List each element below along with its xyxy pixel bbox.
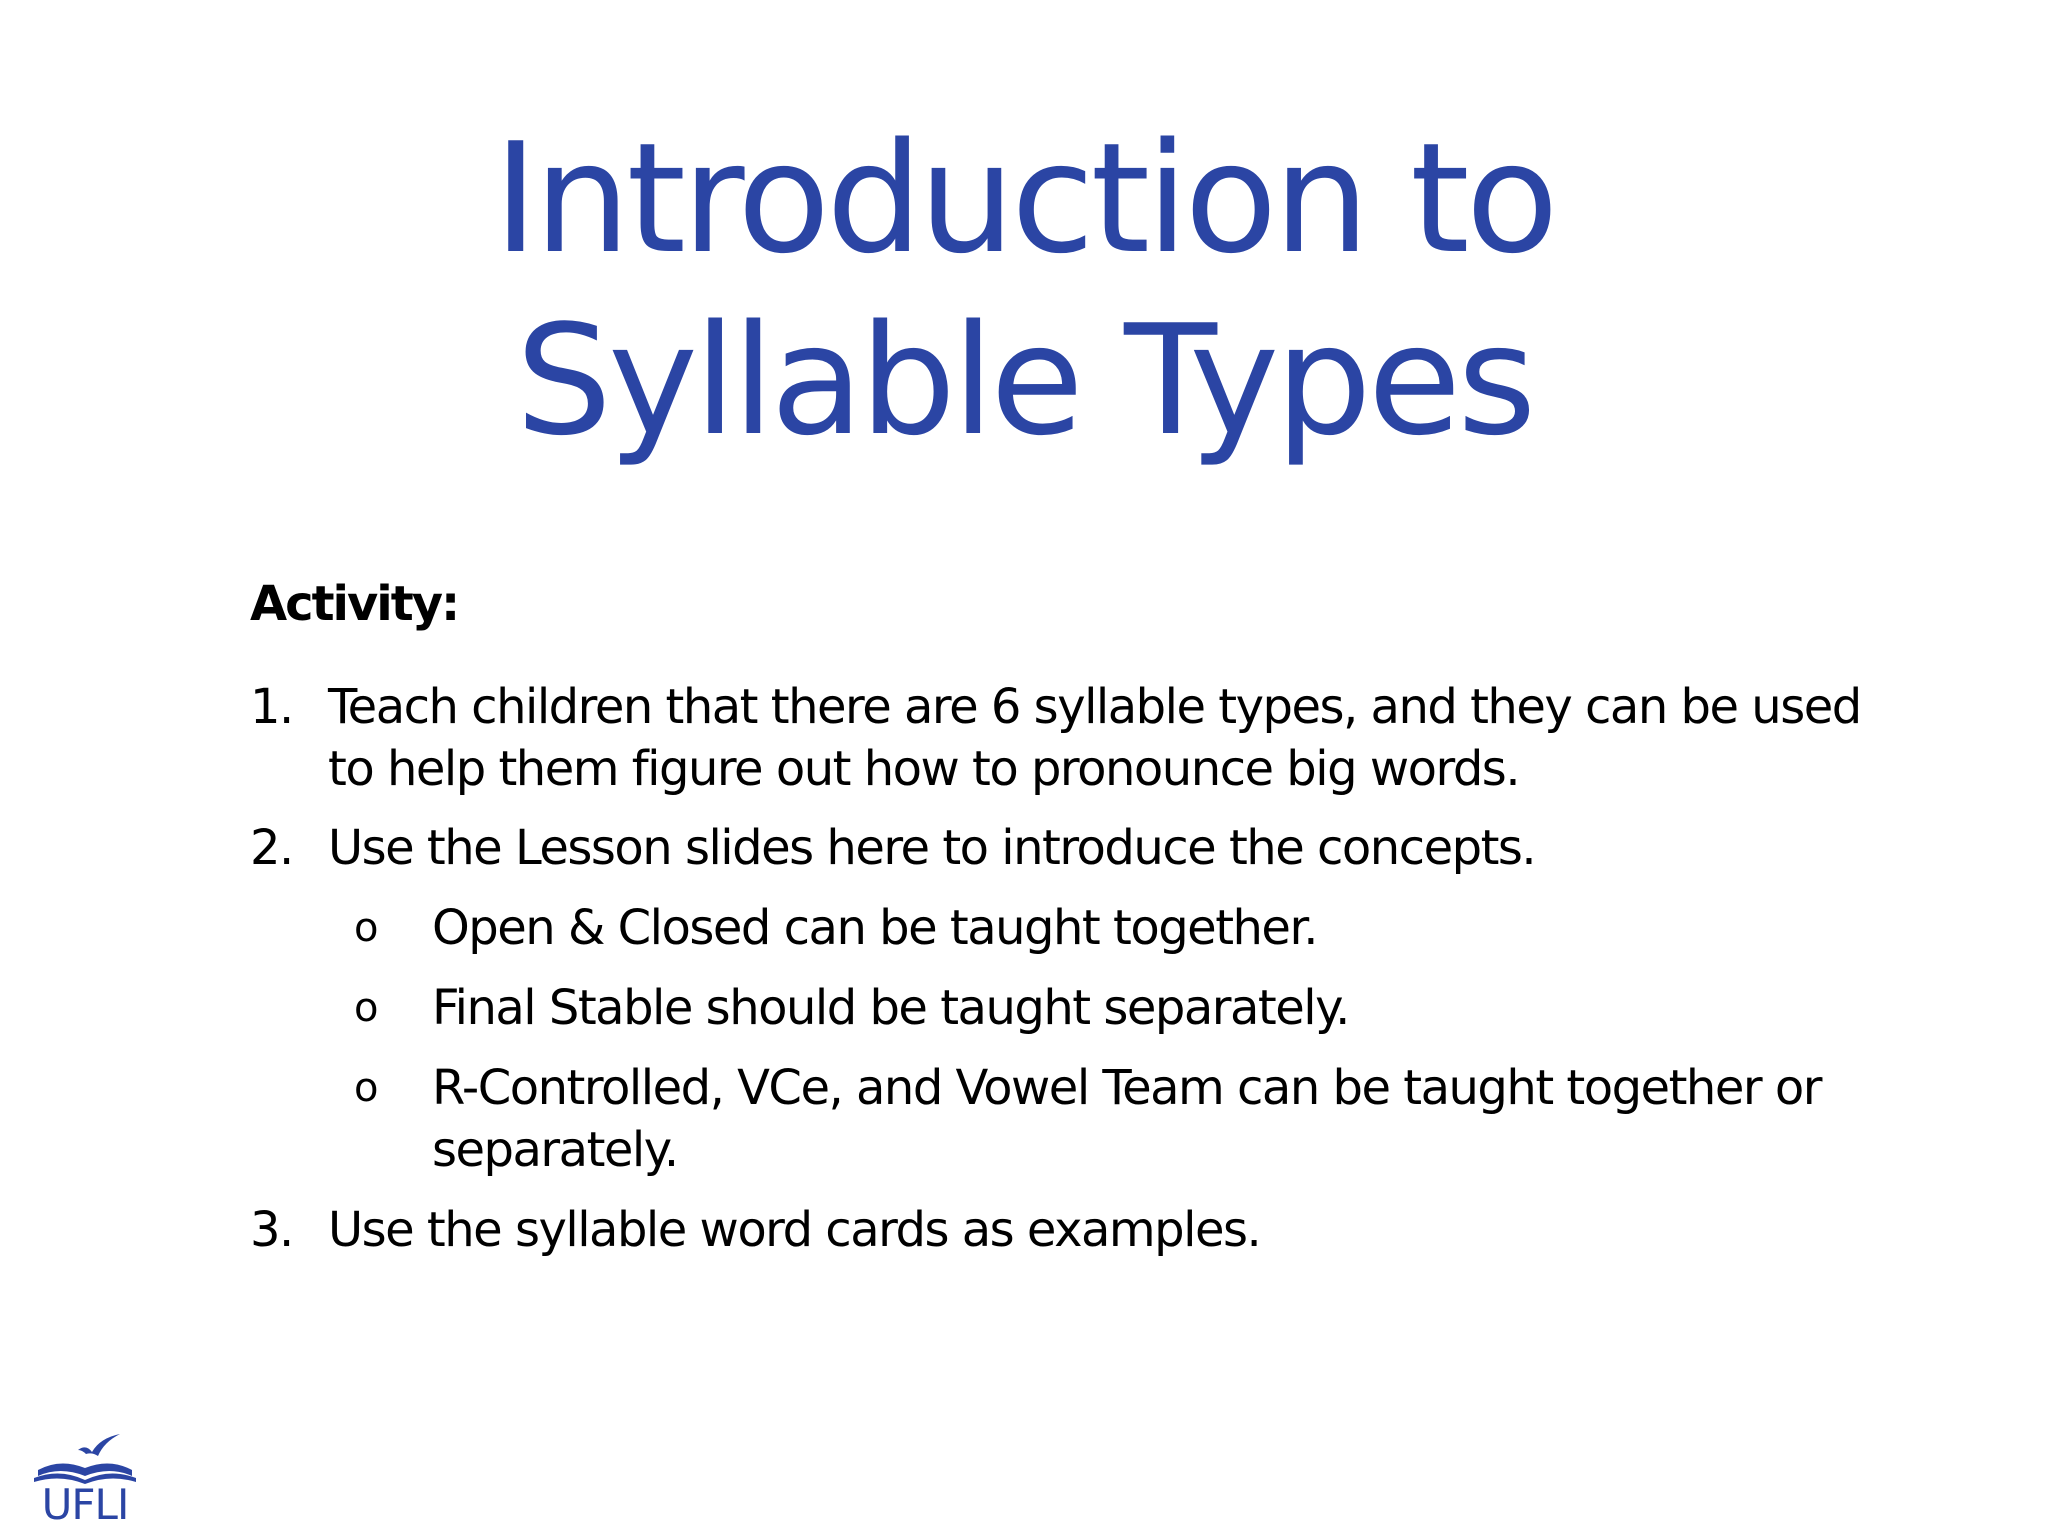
list-item-text: Use the syllable word cards as examples.	[328, 1202, 1261, 1258]
activity-heading: Activity:	[250, 576, 459, 632]
slide-title-line-2: Syllable Types	[515, 292, 1533, 469]
bullet-circle-icon: o	[354, 985, 377, 1031]
book-bird-icon	[30, 1430, 140, 1486]
slide-title-line-1: Introduction to	[493, 110, 1555, 287]
list-item-text: Teach children that there are 6 syllable types, and they can be used	[328, 679, 1861, 735]
list-number: 1.	[250, 679, 293, 735]
bullet-circle-icon: o	[354, 1065, 377, 1111]
sub-list-item-text: Final Stable should be taught separately.	[432, 980, 1349, 1036]
sub-list-item-text-continued: separately.	[432, 1122, 678, 1178]
bullet-circle-icon: o	[354, 905, 377, 951]
list-item-text-continued: to help them figure out how to pronounce big words.	[328, 741, 1520, 797]
sub-list-item-text: R-Controlled, VCe, and Vowel Team can be taught together or	[432, 1060, 1821, 1116]
ufli-logo-text: UFLI	[41, 1480, 129, 1529]
list-number: 2.	[250, 820, 293, 876]
slide-title	[0, 108, 2048, 472]
list-item-text: Use the Lesson slides here to introduce the concepts.	[328, 820, 1536, 876]
list-number: 3.	[250, 1202, 293, 1258]
sub-list-item-text: Open & Closed can be taught together.	[432, 900, 1318, 956]
ufli-logo	[30, 1430, 140, 1530]
